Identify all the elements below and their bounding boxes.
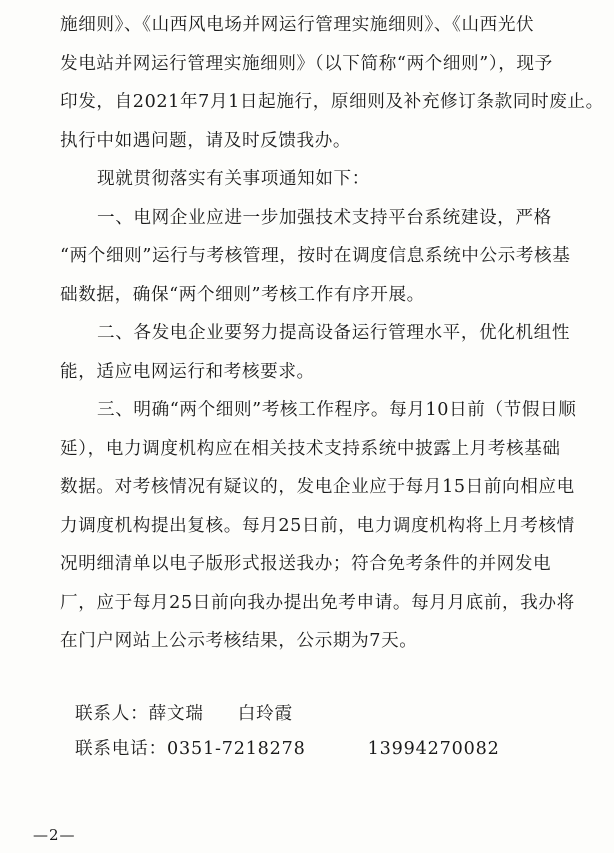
contact-phones (60, 737, 580, 761)
item-two-first-line: 二、各发电企业要努力提高设备运行管理水平，优化机组性 (97, 323, 571, 343)
body-line: 础数据，确保“两个细则”考核工作有序开展。 (60, 284, 425, 305)
body-line: 印发，自2021年7月1日起施行，原细则及补充修订条款同时废止。 (60, 92, 604, 112)
body-line: 数据。对考核情况有疑议的，发电企业应于每月15日前向相应电 (60, 477, 575, 497)
body-line: 力调度机构提出复核。每月25日前，电力调度机构将上月考核情 (60, 515, 575, 536)
item-three-first-line: 三、明确“两个细则”考核工作程序。每月10日前（节假日顺 (97, 400, 577, 420)
contact-person-2: 白玲霞 (237, 704, 293, 724)
body-line: 厂，应于每月25日前向我办提出免考申请。每月月底前，我办将 (60, 592, 575, 613)
body-line-intro: 现就贯彻落实有关事项通知如下： (97, 169, 370, 189)
body-line: “两个细则”运行与考核管理，按时在调度信息系统中公示考核基 (60, 246, 571, 266)
body-line: 况明细清单以电子版形式报送我办；符合免考条件的并网发电 (60, 554, 552, 574)
contact-person-1: 薛文瑞 (148, 704, 204, 724)
contact-phone-label: 联系电话： (75, 739, 167, 759)
body-line: 施细则》、《山西风电场并网运行管理实施细则》、《山西光伏 (60, 15, 535, 35)
document-body (60, 6, 604, 661)
body-line: 发电站并网运行管理实施细则》（以下简称“两个细则”），现予 (60, 53, 553, 74)
body-line: 在门户网站上公示考核结果，公示期为7天。 (60, 631, 418, 651)
body-line: 能，适应电网运行和考核要求。 (60, 361, 315, 382)
body-line: 延），电力调度机构应在相关技术支持系统中披露上月考核基础 (60, 438, 561, 459)
contact-persons (60, 702, 580, 726)
contact-phone-2: 13994270082 (367, 739, 500, 759)
contact-person-label: 联系人： (75, 704, 149, 724)
body-line: 执行中如遇问题，请及时反馈我办。 (60, 130, 352, 151)
page-number: —2— (33, 826, 76, 844)
item-one-first-line: 一、电网企业应进一步加强技术支持平台系统建设，严格 (97, 207, 552, 228)
contact-phone-1: 0351-7218278 (166, 739, 306, 759)
